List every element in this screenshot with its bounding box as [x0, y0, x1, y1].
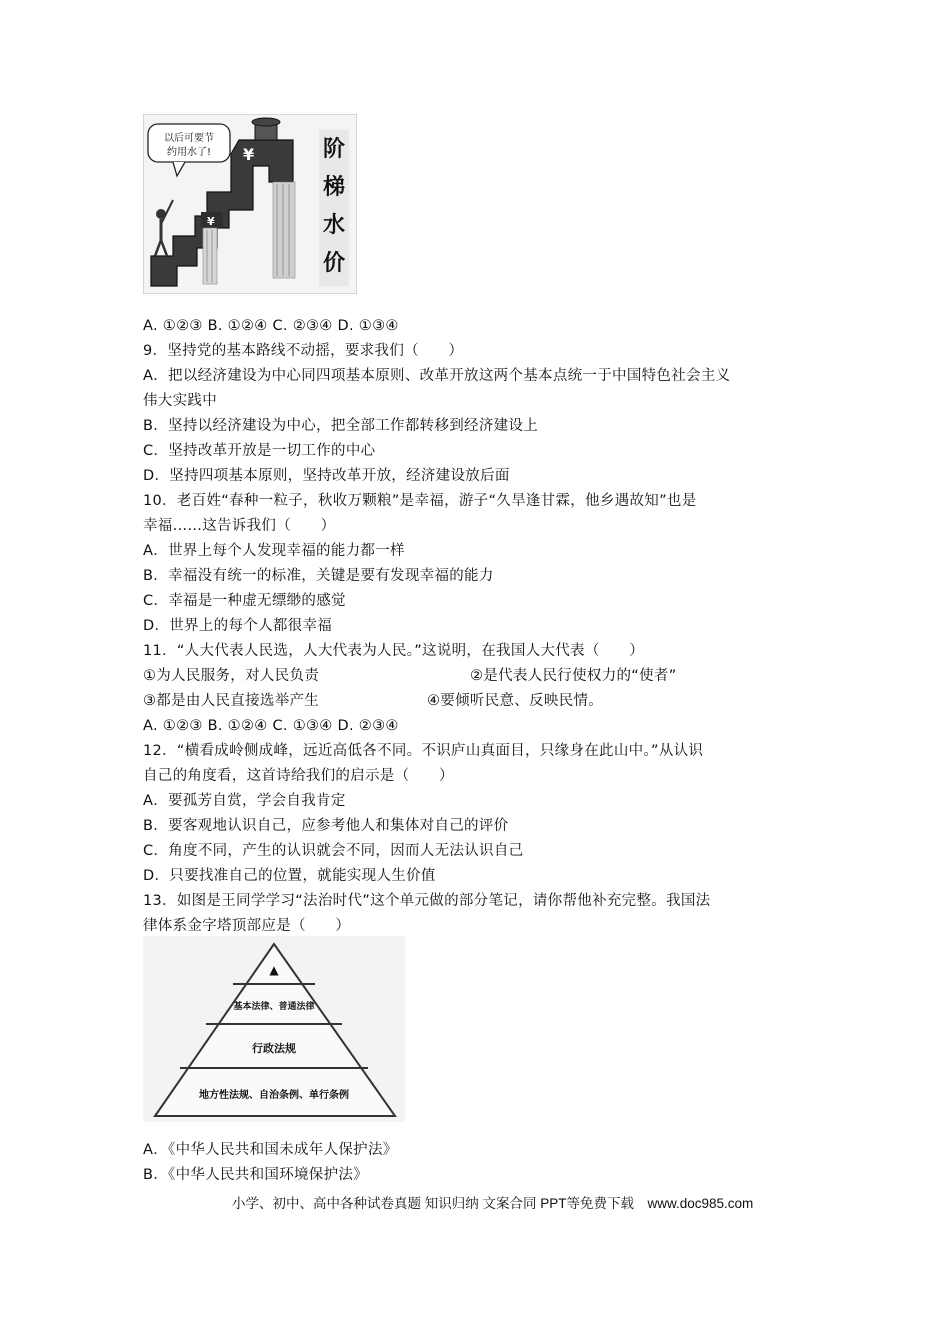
pyramid-level-3: 行政法规 — [252, 1042, 296, 1055]
q11-statement-2: ②是代表人民行使权力的“使者” — [470, 668, 677, 684]
pyramid-level-4: 地方性法规、自治条例、单行条例 — [199, 1090, 349, 1101]
q12-stem: 12．“横看成岭侧成峰，远近高低各不同。不识庐山真面目，只缘身在此山中。”从认识 — [143, 743, 704, 759]
bubble-text-1: 以后可要节 — [164, 133, 214, 144]
q12-option-b: B．要客观地认识自己，应参考他人和集体对自己的评价 — [143, 818, 509, 834]
title-char-3: 水 — [322, 213, 346, 238]
q13-stem-cont: 律体系金字塔顶部应是（ ） — [143, 918, 351, 934]
title-char-1: 阶 — [322, 137, 346, 162]
title-char-2: 梯 — [322, 175, 346, 200]
q11-statement-3: ③都是由人民直接选举产生 — [143, 693, 320, 709]
q11-statement-1: ①为人民服务，对人民负责 — [143, 668, 320, 684]
bubble-text-2: 约用水了! — [166, 147, 212, 158]
q10-option-a: A．世界上每个人发现幸福的能力都一样 — [143, 543, 405, 559]
q10-option-c: C．幸福是一种虚无缥缈的感觉 — [143, 593, 346, 609]
pyramid-level-2: 基本法律、普通法律 — [233, 1002, 315, 1012]
q10-option-d: D．世界上的每个人都很幸福 — [143, 618, 333, 634]
q11-statements-2 — [143, 691, 603, 711]
q11-statements-1 — [143, 666, 677, 686]
q12-stem-cont: 自己的角度看，这首诗给我们的启示是（ ） — [143, 768, 454, 784]
q11-statement-4: ④要倾听民意、反映民情。 — [427, 693, 604, 709]
q12-option-d: D．只要找准自己的位置，就能实现人生价值 — [143, 868, 436, 884]
q11-stem: 11．“人大代表人民选，人大代表为人民。”这说明，在我国人大代表（ ） — [143, 643, 645, 659]
q13-option-a: A．《中华人民共和国未成年人保护法》 — [143, 1142, 398, 1158]
q11-options: A. ①②③ B. ①②④ C. ①③④ D. ②③④ — [143, 718, 399, 734]
q13-stem: 13．如图是王同学学习“法治时代”这个单元做的部分笔记，请你帮他补充完整。我国法 — [143, 893, 711, 909]
q9-option-a-cont: 伟大实践中 — [143, 393, 217, 409]
yen-symbol-1: ¥ — [243, 145, 255, 164]
q12-option-c: C．角度不同，产生的认识就会不同，因而人无法认识自己 — [143, 843, 524, 859]
q9-option-a: A．把以经济建设为中心同四项基本原则、改革开放这两个基本点统一于中国特色社会主义 — [143, 368, 731, 384]
q13-option-b: B．《中华人民共和国环境保护法》 — [143, 1167, 368, 1183]
q10-stem: 10．老百姓“春种一粒子，秋收万颗粮”是幸福，游子“久旱逢甘霖，他乡遇故知”也是 — [143, 493, 697, 509]
q8-options: A. ①②③ B. ①②④ C. ②③④ D. ①③④ — [143, 318, 399, 334]
q9-option-c: C．坚持改革开放是一切工作的中心 — [143, 443, 376, 459]
q9-option-b: B．坚持以经济建设为中心，把全部工作都转移到经济建设上 — [143, 418, 539, 434]
q10-option-b: B．幸福没有统一的标准，关键是要有发现幸福的能力 — [143, 568, 494, 584]
water-price-cartoon — [143, 114, 357, 294]
q12-option-a: A．要孤芳自赏，学会自我肯定 — [143, 793, 346, 809]
title-char-4: 价 — [322, 251, 346, 276]
cartoon-vertical-title — [319, 130, 349, 286]
pyramid-top-marker: ▲ — [269, 963, 279, 977]
q10-stem-cont: 幸福……这告诉我们（ ） — [143, 518, 336, 534]
yen-symbol-2: ¥ — [207, 215, 215, 228]
q9-option-d: D．坚持四项基本原则，坚持改革开放，经济建设放后面 — [143, 468, 510, 484]
page-footer: 小学、初中、高中各种试卷真题 知识归纳 文案合同 PPT等免费下载 www.doc985.com — [232, 1196, 754, 1211]
legal-system-pyramid — [143, 936, 405, 1122]
q9-stem: 9．坚持党的基本路线不动摇，要求我们（ ） — [143, 343, 464, 359]
